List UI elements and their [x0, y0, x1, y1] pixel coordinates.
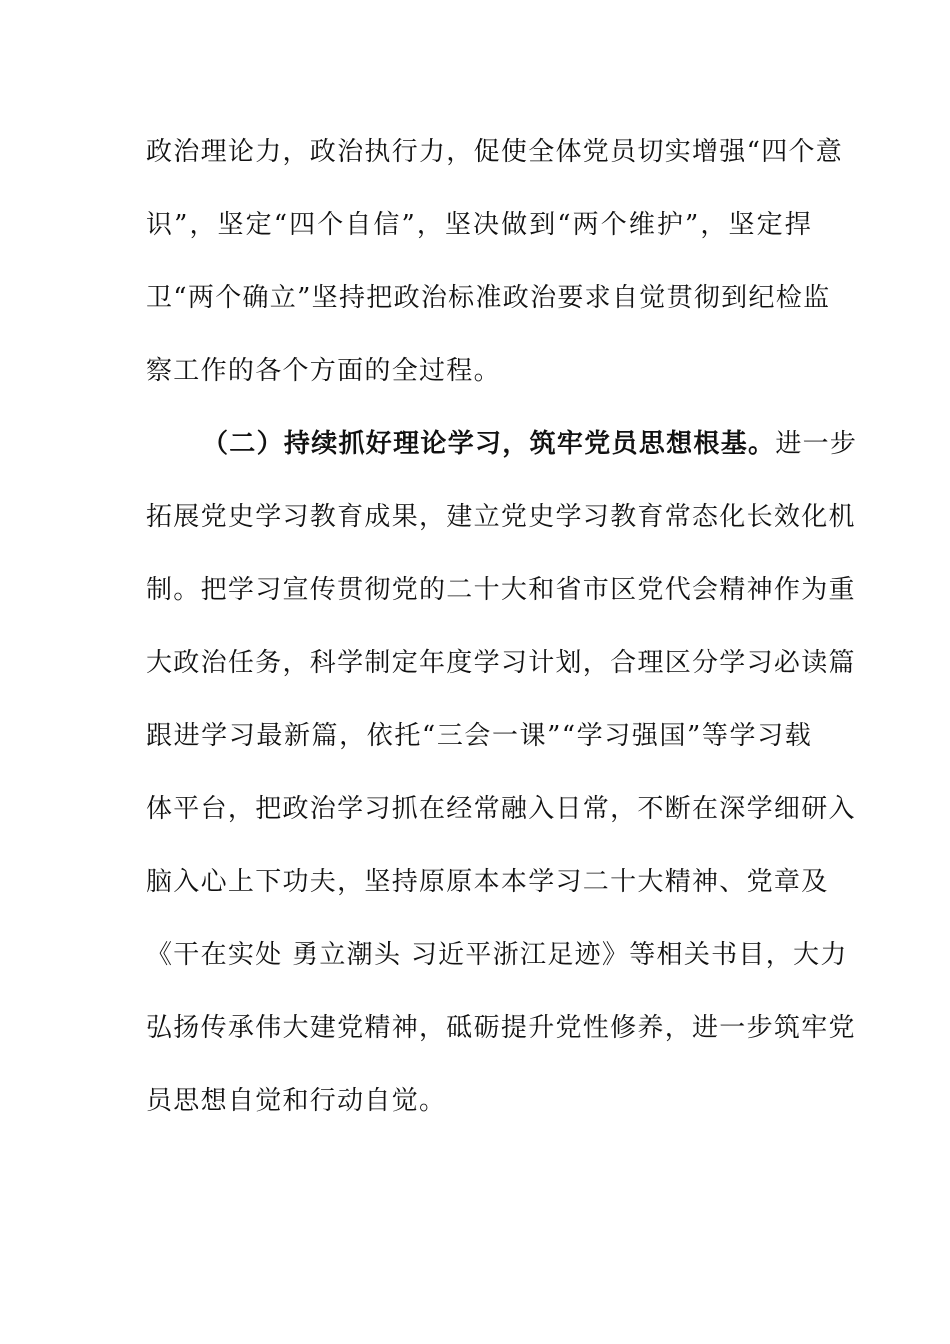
- paragraph-line: 政治理论力，政治执行力，促使全体党员切实增强“四个意: [146, 137, 844, 167]
- section-heading: （二）持续抓好理论学习，筑牢党员思想根基。: [202, 429, 776, 459]
- paragraph-line: 员思想自觉和行动自觉。: [146, 1086, 447, 1116]
- paragraph-line: 体平台，把政治学习抓在经常融入日常，不断在深学细研入: [146, 794, 856, 824]
- paragraph-line: 识”，坚定“四个自信”，坚决做到“两个维护”，坚定捍: [146, 210, 812, 240]
- paragraph-line: 察工作的各个方面的全过程。: [146, 356, 501, 386]
- paragraph-1: [146, 124, 844, 416]
- paragraph-2: [146, 416, 858, 1146]
- paragraph-line: 拓展党史学习教育成果，建立党史学习教育常态化长效化机: [146, 502, 856, 532]
- paragraph-line: 卫“两个确立”坚持把政治标准政治要求自觉贯彻到纪检监: [146, 283, 831, 313]
- heading-continuation: 进一步: [775, 429, 858, 459]
- paragraph-line: 脑入心上下功夫，坚持原原本本学习二十大精神、党章及: [146, 867, 829, 897]
- paragraph-line: 跟进学习最新篇，依托“三会一课”“学习强国”等学习载: [146, 721, 812, 751]
- paragraph-line: 《干在实处 勇立潮头 习近平浙江足迹》等相关书目，大力: [146, 940, 848, 970]
- paragraph-first-line: [146, 416, 858, 489]
- document-body: [146, 124, 858, 1146]
- paragraph-line: 弘扬传承伟大建党精神，砥砺提升党性修养，进一步筑牢党: [146, 1013, 856, 1043]
- paragraph-line: 大政治任务，科学制定年度学习计划，合理区分学习必读篇: [146, 648, 856, 678]
- paragraph-line: 制。把学习宣传贯彻党的二十大和省市区党代会精神作为重: [146, 575, 856, 605]
